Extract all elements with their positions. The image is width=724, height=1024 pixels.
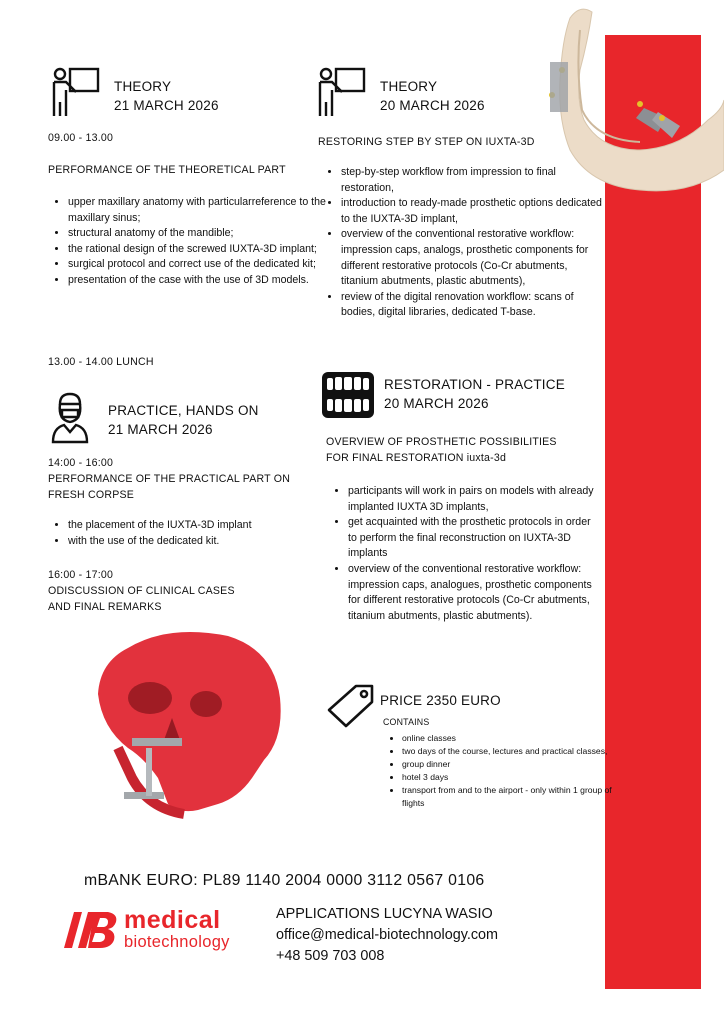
list-item: • the rational design of the screwed IUXTA-3D implant; xyxy=(68,242,326,258)
price-title: PRICE 2350 EURO xyxy=(380,693,501,708)
list-item: • get acquainted with the prosthetic protocols in order to perform the final reconstruction on IUXTA-3D implants xyxy=(348,515,594,562)
theory1-time: 09.00 - 13.00 xyxy=(48,132,114,144)
list-item: • introduction to ready-made prosthetic options dedicated to the IUXTA-3D implant, xyxy=(341,196,603,227)
theory1-date: 21 MARCH 2026 xyxy=(114,98,219,113)
theory2-subtitle: RESTORING STEP BY STEP ON IUXTA-3D xyxy=(318,136,535,148)
applications-contact: APPLICATIONS LUCYNA WASIO xyxy=(276,906,493,922)
practice1-time: 14:00 - 16:00 xyxy=(48,457,114,469)
logo-mark-icon xyxy=(58,910,120,950)
list-item: • presentation of the case with the use of 3D models. xyxy=(68,273,326,289)
list-item: • transport from and to the airport - only within 1 group of flights xyxy=(402,784,612,810)
bank-account: mBANK EURO: PL89 1140 2004 0000 3112 0567 0106 xyxy=(84,872,485,889)
list-item: • group dinner xyxy=(402,758,612,771)
logo-text-medical: medical xyxy=(124,906,221,934)
list-item: • step-by-step workflow from impression to final restoration, xyxy=(341,165,603,196)
restoration-subtitle-2: FOR FINAL RESTORATION iuxta-3d xyxy=(326,452,507,464)
list-item: • the placement of the IUXTA-3D implant xyxy=(68,518,326,534)
restoration-date: 20 MARCH 2026 xyxy=(384,396,489,411)
practice1-line2b: AND FINAL REMARKS xyxy=(48,601,162,613)
restoration-subtitle-1: OVERVIEW OF PROSTHETIC POSSIBILITIES xyxy=(326,436,557,448)
list-item: • surgical protocol and correct use of the dedicated kit; xyxy=(68,257,326,273)
practice1-line2a: ODISCUSSION OF CLINICAL CASES xyxy=(48,585,235,597)
list-item: • with the use of the dedicated kit. xyxy=(68,534,326,550)
list-item: • upper maxillary anatomy with particularreference to the maxillary sinus; xyxy=(68,195,326,226)
practice1-time2: 16:00 - 17:00 xyxy=(48,569,114,581)
restoration-title: RESTORATION - PRACTICE xyxy=(384,377,565,392)
practice1-list xyxy=(52,518,326,549)
list-item: • online classes xyxy=(402,732,612,745)
teeth-icon xyxy=(322,372,374,418)
company-logo xyxy=(58,908,258,956)
list-item: • overview of the conventional restorative workflow: impression caps, analogues, prosthetic components for different restorative protocols (Co-Cr abutments, titanium abutments, plastic abutments). xyxy=(348,562,594,624)
price-tag-icon xyxy=(326,680,376,730)
list-item: • structural anatomy of the mandible; xyxy=(68,226,326,242)
doctor-mask-icon xyxy=(50,392,90,444)
contact-phone[interactable]: +48 509 703 008 xyxy=(276,948,385,964)
theory1-title: THEORY xyxy=(114,79,172,94)
practice1-date: 21 MARCH 2026 xyxy=(108,422,213,437)
teacher-board-icon xyxy=(316,66,368,118)
list-item: • two days of the course, lectures and practical classes, xyxy=(402,745,612,758)
theory1-subtitle: PERFORMANCE OF THE THEORETICAL PART xyxy=(48,164,286,176)
price-list xyxy=(386,732,612,810)
contact-email[interactable]: office@medical-biotechnology.com xyxy=(276,927,499,943)
price-contains-label: CONTAINS xyxy=(383,717,430,727)
practice1-subtitle: PERFORMANCE OF THE PRACTICAL PART ON FRESH CORPSE xyxy=(48,473,291,501)
restoration-list xyxy=(332,484,594,624)
lunch-time: 13.00 - 14.00 LUNCH xyxy=(48,356,154,368)
practice1-title: PRACTICE, HANDS ON xyxy=(108,403,259,418)
list-item: • review of the digital renovation workflow: scans of bodies, digital libraries, dedicated T-base. xyxy=(341,290,603,321)
theory2-date: 20 MARCH 2026 xyxy=(380,98,485,113)
theory2-title: THEORY xyxy=(380,79,438,94)
skull-model-image xyxy=(88,628,288,823)
theory2-list xyxy=(325,165,603,321)
list-item: • participants will work in pairs on models with already implanted IUXTA 3D implants, xyxy=(348,484,594,515)
theory1-list xyxy=(52,195,326,289)
teacher-board-icon xyxy=(50,66,102,118)
list-item: • overview of the conventional restorative workflow: impression caps, analogs, prosthetic components for different restorative protocols (Co-Cr abutments, titanium abutments, plastic abutments), xyxy=(341,227,603,289)
list-item: • hotel 3 days xyxy=(402,771,612,784)
logo-text-biotechnology: biotechnology xyxy=(124,933,230,951)
